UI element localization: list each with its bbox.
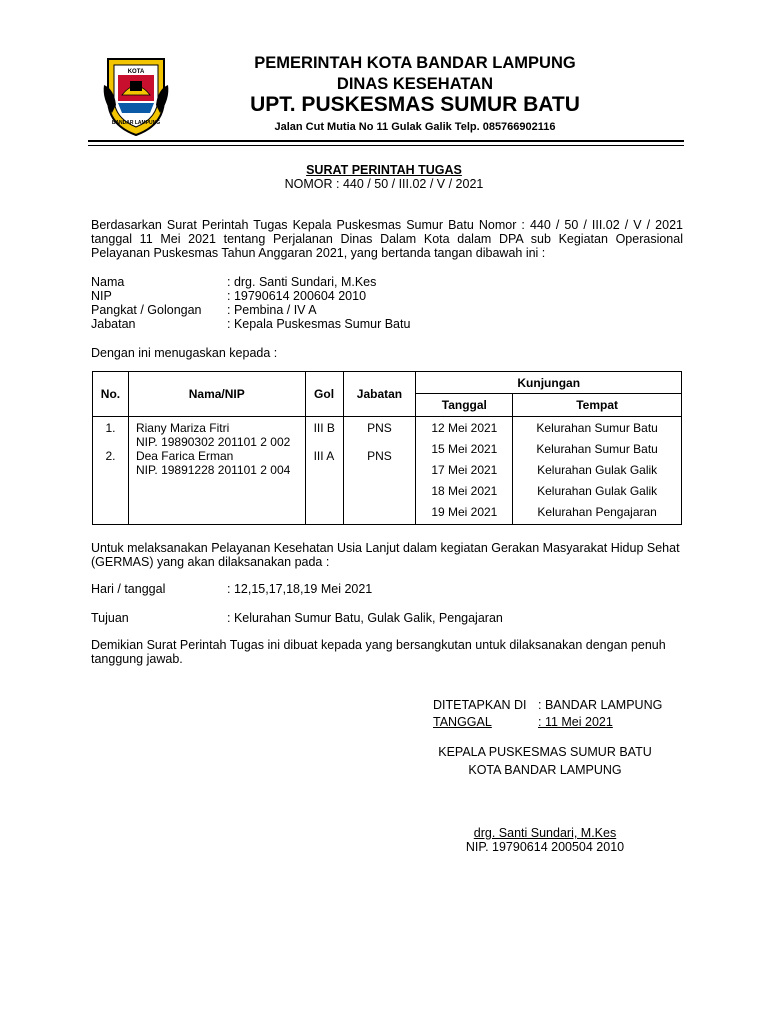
header-gol: Gol — [305, 372, 343, 417]
signer-position-label: Jabatan — [91, 317, 136, 331]
letter-number: NOMOR : 440 / 50 / III.02 / V / 2021 — [284, 177, 484, 191]
cell-places — [513, 417, 682, 525]
signer-name-label: Nama — [91, 275, 125, 289]
destination-label: Tujuan — [91, 611, 129, 625]
letter-title: SURAT PERINTAH TUGAS — [306, 163, 462, 177]
assignee-jabatan: PNS — [367, 449, 392, 463]
signer-position-value: : Kepala Puskesmas Sumur Batu — [227, 317, 411, 331]
signer-name: drg. Santi Sundari, M.Kes — [473, 826, 617, 840]
cell-dates — [416, 417, 513, 525]
header-jabatan: Jabatan — [343, 372, 416, 417]
header-tanggal: Tanggal — [416, 394, 513, 417]
intro-paragraph: Berdasarkan Surat Perintah Tugas Kepala Puskesmas Sumur Batu Nomor : 440 / 50 / III.02 / V / 2021 tanggal 11 Mei 2021 tentang Perjalanan Dinas Dalam Kota dalam DPA sub Kegiatan Operasional Pelayanan Puskesmas Tahun Anggaran 2021, yang bertanda tangan dibawah ini : — [91, 218, 683, 260]
cell-jabatans — [343, 417, 416, 525]
visit-place: Kelurahan Sumur Batu — [536, 421, 658, 435]
closing-paragraph: Demikian Surat Perintah Tugas ini dibuat kepada yang bersangkutan untuk dilaksanakan dengan penuh tanggung jawab. — [91, 638, 666, 666]
visit-place: Kelurahan Pengajaran — [537, 505, 657, 519]
cell-gols — [305, 417, 343, 525]
visit-place: Kelurahan Gulak Galik — [537, 484, 658, 498]
letterhead-address: Jalan Cut Mutia No 11 Gulak Galik Telp. 085766902116 — [274, 121, 556, 133]
signer-office-line1: KEPALA PUSKESMAS SUMUR BATU — [438, 745, 652, 759]
assignee-name: Riany Mariza Fitri — [135, 421, 230, 435]
logo-text-top: KOTA — [127, 69, 145, 75]
assignee-nip: NIP. 19891228 201101 2 004 — [135, 463, 291, 477]
signed-date-value: : 11 Mei 2021 — [538, 715, 613, 729]
header-no: No. — [93, 372, 129, 417]
signer-nip: NIP. 19790614 200504 2010 — [465, 840, 625, 854]
schedule-label: Hari / tanggal — [91, 582, 166, 596]
letterhead-divider-thin — [88, 145, 684, 146]
purpose-paragraph: Untuk melaksanakan Pelayanan Kesehatan Usia Lanjut dalam kegiatan Gerakan Masyarakat Hidup Sehat (GERMAS) yang akan dilaksanakan pada : — [91, 541, 680, 569]
signer-rank-label: Pangkat / Golongan — [91, 303, 202, 317]
assignee-gol: III B — [313, 421, 335, 435]
assignee-gol: III A — [313, 449, 335, 463]
visit-place: Kelurahan Sumur Batu — [536, 442, 658, 456]
signed-at-label: DITETAPKAN DI — [433, 698, 527, 712]
header-name-nip: Nama/NIP — [128, 372, 305, 417]
assignee-nip: NIP. 19890302 201101 2 002 — [135, 435, 291, 449]
header-kunjungan: Kunjungan — [416, 372, 682, 394]
visit-date: 12 Mei 2021 — [431, 421, 498, 435]
letterhead-department: DINAS KESEHATAN — [336, 75, 494, 93]
header-tempat: Tempat — [513, 394, 682, 417]
visit-date: 19 Mei 2021 — [431, 505, 498, 519]
city-emblem-logo — [100, 55, 172, 137]
letterhead-institution: UPT. PUSKESMAS SUMUR BATU — [250, 93, 580, 116]
assignee-jabatan: PNS — [367, 421, 392, 435]
cell-names — [128, 417, 305, 525]
visit-date: 18 Mei 2021 — [431, 484, 498, 498]
row-number: 1. — [105, 421, 116, 435]
letterhead-government: PEMERINTAH KOTA BANDAR LAMPUNG — [254, 54, 576, 72]
signer-nip-value: : 19790614 200604 2010 — [227, 289, 367, 303]
signed-date-label: TANGGAL — [433, 715, 492, 729]
signed-at-value: : BANDAR LAMPUNG — [538, 698, 663, 712]
visit-place: Kelurahan Gulak Galik — [537, 463, 658, 477]
logo-text-bottom: BANDAR LAMPUNG — [111, 120, 161, 126]
signer-name-value: : drg. Santi Sundari, M.Kes — [227, 275, 377, 289]
row-number: 2. — [105, 449, 116, 463]
visit-date: 15 Mei 2021 — [431, 442, 498, 456]
table-row — [93, 417, 682, 525]
signer-nip-label: NIP — [91, 289, 112, 303]
letterhead-divider-thick — [88, 140, 684, 142]
visit-date: 17 Mei 2021 — [431, 463, 498, 477]
destination-value: : Kelurahan Sumur Batu, Gulak Galik, Pengajaran — [227, 611, 503, 625]
cell-numbers — [93, 417, 129, 525]
assignment-table — [92, 371, 682, 525]
assignment-intro: Dengan ini menugaskan kepada : — [91, 346, 278, 360]
assignee-name: Dea Farica Erman — [135, 449, 234, 463]
table-header-row — [93, 372, 682, 394]
signer-rank-value: : Pembina / IV A — [227, 303, 317, 317]
signer-office-line2: KOTA BANDAR LAMPUNG — [468, 763, 622, 777]
schedule-value: : 12,15,17,18,19 Mei 2021 — [227, 582, 373, 596]
